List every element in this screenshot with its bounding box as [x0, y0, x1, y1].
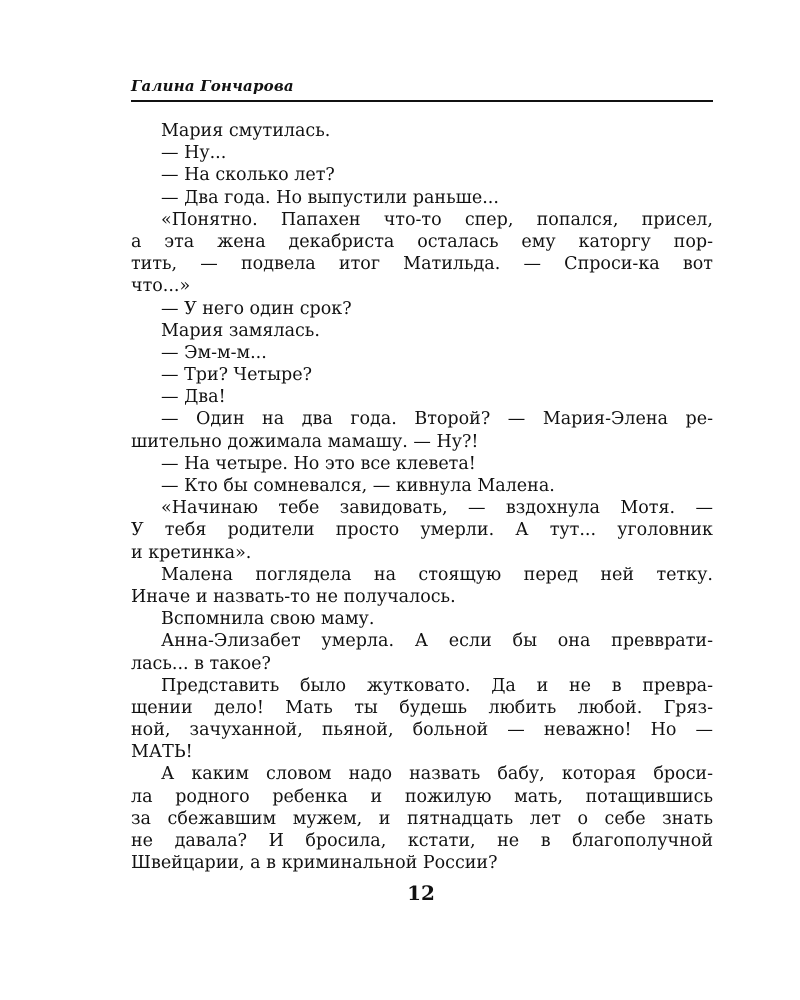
text-line: не давала? И бросила, кстати, не в благополучной [131, 831, 713, 851]
page-number: 12 [407, 881, 435, 905]
text-line: — Один на два года. Второй? — Мария-Элена ре- [161, 409, 713, 430]
text-line: «Начинаю тебе завидовать, — вздохнула Мотя. — [161, 498, 713, 519]
text-line: щении дело! Мать ты будешь любить любой. Гряз- [131, 697, 713, 718]
body-text [131, 120, 713, 874]
text-line: ла родного ребенка и пожилую мать, потащившись [131, 786, 713, 807]
text-line: — Эм-м-м... [161, 342, 267, 363]
header-rule [131, 100, 713, 102]
text-line: Малена поглядела на стоящую перед ней тетку. [161, 564, 713, 585]
text-line: — У него один срок? [161, 298, 352, 319]
text-line: А каким словом надо назвать бабу, которая броси- [161, 764, 713, 785]
text-line: Мария замялась. [161, 320, 320, 341]
text-line: У тебя родители просто умерли. А тут... уголовник [131, 520, 713, 541]
text-line: тить, — подвела итог Матильда. — Спроси-ка вот [131, 254, 713, 275]
text-line: что...» [131, 276, 191, 297]
text-line: и кретинка». [131, 542, 252, 563]
text-line: — Кто бы сомневался, — кивнула Малена. [161, 476, 555, 496]
text-line: Представить было жутковато. Да и не в превра- [161, 675, 713, 696]
text-line: — Три? Четыре? [161, 365, 312, 386]
text-line: Мария смутилась. [161, 121, 331, 141]
text-line: — Два года. Но выпустили раньше... [161, 187, 499, 208]
text-line: лась... в такое? [131, 653, 271, 674]
text-line: шительно дожимала мамашу. — Ну?! [131, 431, 479, 452]
text-line: — На сколько лет? [161, 165, 335, 186]
text-line: МАТЬ! [131, 742, 193, 763]
text-line: — Два! [161, 387, 226, 408]
text-line: Вспомнила свою маму. [161, 609, 375, 630]
text-line: Швейцарии, а в криминальной России? [131, 853, 498, 874]
text-line: — Ну... [161, 143, 227, 164]
text-line: а эта жена декабриста осталась ему каторгу пор- [131, 231, 713, 252]
text-line: «Понятно. Папахен что-то спер, попался, присел, [161, 209, 713, 230]
text-line: Иначе и назвать-то не получалось. [131, 586, 456, 607]
text-line: ной, зачуханной, пьяной, больной — неважно! Но — [131, 720, 713, 741]
text-line: Анна-Элизабет умерла. А если бы она превврати- [161, 631, 713, 652]
text-line: за сбежавшим мужем, и пятнадцать лет о себе знать [131, 808, 713, 829]
text-line: — На четыре. Но это все клевета! [161, 453, 476, 474]
running-header-author: Галина Гончарова [131, 77, 294, 95]
